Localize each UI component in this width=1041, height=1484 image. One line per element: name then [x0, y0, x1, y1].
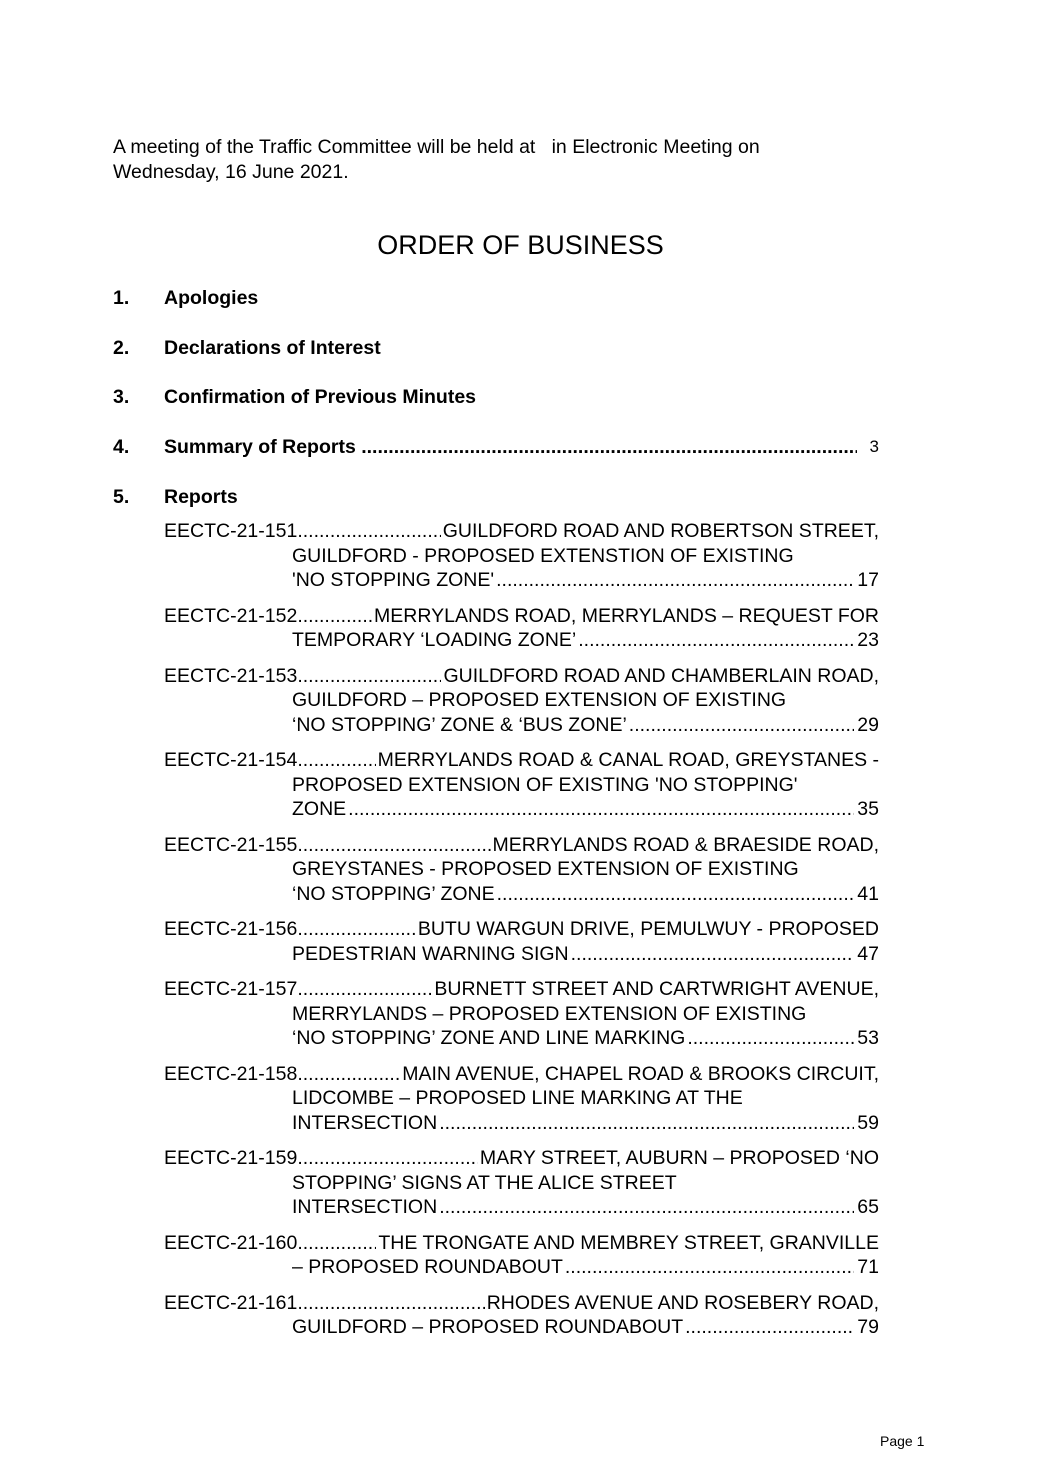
report-page-number: 23 [854, 628, 879, 653]
dot-leader [297, 917, 416, 942]
report-title-line: GUILDFORD ROAD AND CHAMBERLAIN ROAD, [443, 664, 879, 687]
report-page-number: 65 [854, 1195, 879, 1220]
section-label: Apologies [164, 287, 259, 309]
report-page-number: 17 [854, 568, 879, 593]
section-number: 5. [113, 486, 130, 508]
report-entry[interactable] [164, 977, 879, 1051]
report-title-line: MERRYLANDS – PROPOSED EXTENSION OF EXISTING [292, 1002, 807, 1025]
report-title-line: – PROPOSED ROUNDABOUT [292, 1256, 563, 1278]
report-page-number: 53 [854, 1026, 879, 1051]
dot-leader [348, 797, 854, 822]
report-title-line: ZONE [292, 798, 347, 820]
dot-leader [629, 713, 855, 738]
section-number: 2. [113, 337, 130, 359]
report-code: EECTC-21-156 [164, 918, 298, 940]
section-label: Summary of Reports ..... [164, 435, 857, 459]
report-entry[interactable] [164, 1146, 879, 1220]
report-code: EECTC-21-157 [164, 978, 298, 1000]
section-label: Declarations of Interest [164, 337, 381, 359]
report-entry[interactable] [164, 664, 879, 738]
report-title-line: GUILDFORD ROAD AND ROBERTSON STREET, [442, 520, 879, 542]
reports-list [164, 519, 879, 1351]
dot-leader [297, 977, 432, 1002]
dot-leader [297, 1291, 484, 1316]
report-page-number: 29 [854, 713, 879, 738]
report-entry[interactable] [164, 519, 879, 593]
dot-leader [297, 604, 372, 629]
section-number: 1. [113, 287, 130, 309]
report-page-number: 59 [854, 1111, 879, 1136]
dot-leader [578, 628, 854, 653]
report-title-line: GUILDFORD – PROPOSED ROUNDABOUT [292, 1316, 684, 1338]
report-entry[interactable] [164, 833, 879, 907]
report-page-number: 41 [854, 882, 879, 907]
dot-leader [297, 833, 490, 858]
dot-leader [439, 1111, 854, 1136]
dot-leader [565, 1255, 854, 1280]
report-entry[interactable] [164, 917, 879, 966]
report-page-number: 47 [854, 942, 879, 967]
dot-leader [496, 568, 854, 593]
dot-leader [297, 664, 441, 689]
report-entry[interactable] [164, 604, 879, 653]
report-title-line: THE TRONGATE AND MEMBREY STREET, GRANVILLE [378, 1231, 879, 1254]
report-title-line: MERRYLANDS ROAD, MERRYLANDS – REQUEST FOR [374, 604, 879, 627]
report-code: EECTC-21-155 [164, 833, 298, 856]
report-title-line: BURNETT STREET AND CARTWRIGHT AVENUE, [434, 978, 879, 1000]
report-entry[interactable] [164, 1291, 879, 1340]
report-title-line: LIDCOMBE – PROPOSED LINE MARKING AT THE [292, 1087, 743, 1109]
section-page-number: 3 [869, 437, 879, 456]
meeting-intro [113, 135, 893, 185]
page-title: ORDER OF BUSINESS [377, 230, 664, 260]
report-code: EECTC-21-159 [164, 1147, 298, 1169]
report-title-line: TEMPORARY ‘LOADING ZONE’ [292, 629, 577, 651]
dot-leader [297, 748, 375, 773]
report-title-line: GUILDFORD - PROPOSED EXTENSTION OF EXISTING [292, 544, 794, 567]
report-title-line: GREYSTANES - PROPOSED EXTENSION OF EXISTING [292, 858, 799, 880]
report-title-line: INTERSECTION [292, 1196, 438, 1218]
report-title-line: GUILDFORD – PROPOSED EXTENSION OF EXISTING [292, 689, 787, 711]
dot-leader [497, 882, 855, 907]
report-title-line: ‘NO STOPPING’ ZONE [292, 882, 495, 905]
report-code: EECTC-21-154 [164, 749, 298, 771]
report-entry[interactable] [164, 1062, 879, 1136]
report-entry[interactable] [164, 748, 879, 822]
dot-leader [297, 1231, 376, 1256]
report-title-line: MAIN AVENUE, CHAPEL ROAD & BROOKS CIRCUIT, [402, 1062, 879, 1085]
report-title-line: ‘NO STOPPING’ ZONE & ‘BUS ZONE’ [292, 713, 627, 736]
report-title-line: INTERSECTION [292, 1111, 438, 1134]
dot-leader [687, 1026, 854, 1051]
page-number-footer: Page 1 [880, 1433, 925, 1449]
report-title-line: RHODES AVENUE AND ROSEBERY ROAD, [486, 1291, 879, 1314]
section-number: 3. [113, 386, 130, 408]
report-title-line: PROPOSED EXTENSION OF EXISTING 'NO STOPPING' [292, 773, 798, 796]
report-code: EECTC-21-152 [164, 604, 298, 627]
report-title-line: PEDESTRIAN WARNING SIGN [292, 942, 569, 965]
dot-leader [297, 519, 440, 544]
report-entry[interactable] [164, 1231, 879, 1280]
report-code: EECTC-21-158 [164, 1062, 298, 1085]
dot-leader [297, 1146, 478, 1171]
intro-line-2: Wednesday, 16 June 2021. [113, 161, 349, 183]
dot-leader [685, 1315, 854, 1340]
report-page-number: 35 [854, 797, 879, 822]
report-code: EECTC-21-161 [164, 1291, 298, 1314]
section-label: Reports [164, 486, 238, 508]
report-title-line: MERRYLANDS ROAD & CANAL ROAD, GREYSTANES - [377, 749, 879, 771]
report-title-line: ‘NO STOPPING’ ZONE AND LINE MARKING [292, 1027, 686, 1049]
report-code: EECTC-21-151 [164, 520, 298, 542]
dot-leader [439, 1195, 854, 1220]
report-code: EECTC-21-160 [164, 1231, 298, 1254]
section-label: Confirmation of Previous Minutes [164, 386, 477, 408]
section-number: 4. [113, 436, 130, 458]
report-title-line: BUTU WARGUN DRIVE, PEMULWUY - PROPOSED [417, 918, 879, 940]
report-code: EECTC-21-153 [164, 664, 298, 687]
report-page-number: 71 [854, 1255, 879, 1280]
report-title-line: MARY STREET, AUBURN – PROPOSED ‘NO [479, 1147, 879, 1169]
report-title-line: STOPPING’ SIGNS AT THE ALICE STREET [292, 1171, 677, 1194]
report-title-line: MERRYLANDS ROAD & BRAESIDE ROAD, [492, 833, 879, 856]
report-title-line: 'NO STOPPING ZONE' [292, 569, 495, 591]
intro-line-1: A meeting of the Traffic Committee will be held at in Electronic Meeting on [113, 136, 760, 158]
dot-leader [297, 1062, 400, 1087]
report-page-number: 79 [854, 1315, 879, 1340]
dot-leader [571, 942, 855, 967]
